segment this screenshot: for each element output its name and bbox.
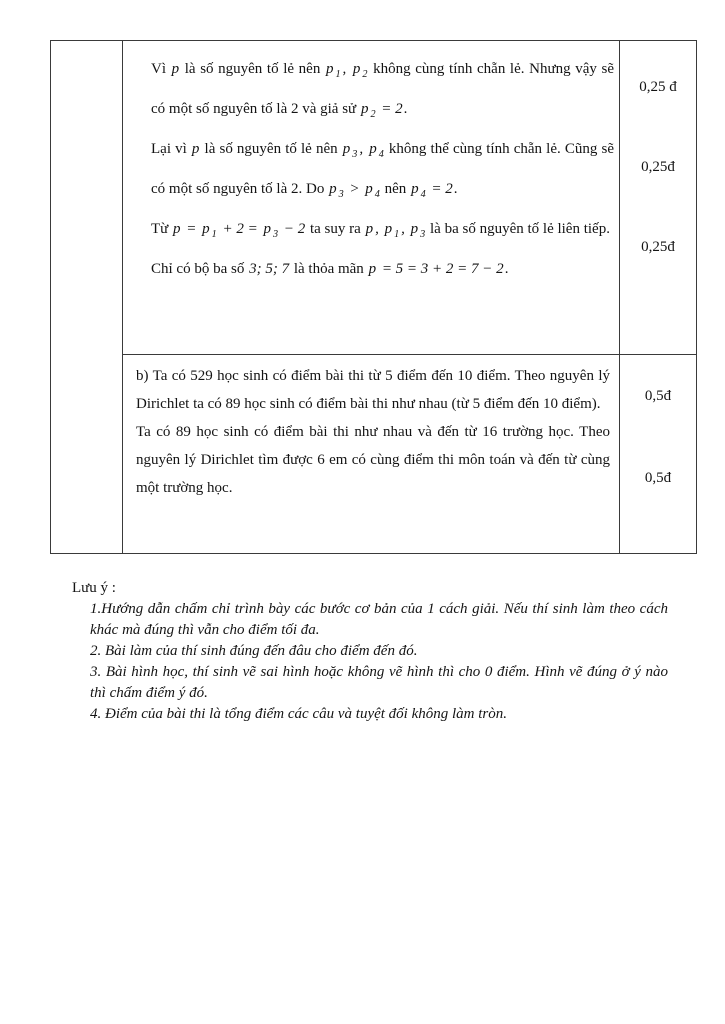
solution-paragraph: b) Ta có 529 học sinh có điểm bài thi từ 5 điểm đến 10 điểm. Theo nguyên lý Dirichlet ta có 89 học sinh có điểm bài thi như nhau (từ 5 điểm đến 10 điểm). [136,368,610,412]
notes-list [90,599,668,725]
points-value: 0,25đ [641,239,675,255]
solution-paragraph: Ta có 89 học sinh có điểm bài thi như nhau và đến từ 16 trường học. Theo nguyên lý Dirichlet tìm được 6 em có cùng điểm thi môn toán và đến từ cùng một trường học. [136,424,610,496]
notes-section [72,578,668,725]
solution-cell-part-a [123,41,620,354]
grading-table [50,40,697,554]
notes-title: Lưu ý : [72,580,116,596]
points-value: 0,5đ [644,388,672,404]
table-row-part-b [123,355,696,553]
note-item: 4. Điểm của bài thi là tổng điểm các câu và tuyệt đối không làm tròn. [90,706,508,722]
points-cell-part-a [620,41,696,354]
note-item: 2. Bài làm của thí sinh đúng đến đâu cho điểm đến đó. [90,643,418,659]
solution-paragraph: Vì p là số nguyên tố lẻ nên p $_1$ , p $_2$ không cùng tính chẵn lẻ. Nhưng vậy sẽ có một số nguyên tố là 2 và giả sử p $_2$ = 2. [151,61,614,120]
table-body [123,41,696,553]
points-value: 0,5đ [644,470,672,486]
points-value: 0,25 đ [639,79,677,95]
question-number-column [51,41,123,553]
solution-paragraph: Từ p = p $_1$ + 2 = p $_3$ − 2 ta suy ra p , p $_1$ , p $_3$ là ba số nguyên tố lẻ liên tiếp. [151,221,610,240]
solution-paragraph: Lại vì p là số nguyên tố lẻ nên p $_3$ , p $_4$ không thể cùng tính chẵn lẻ. Cũng sẽ có một số nguyên tố là 2. Do p $_3$ > p $_4$ nên p $_4$ = 2. [151,141,614,200]
points-cell-part-b [620,355,696,553]
points-value: 0,25đ [641,159,675,175]
note-item: 1.Hướng dẫn chấm chỉ trình bày các bước cơ bản của 1 cách giải. Nếu thí sinh làm theo cách khác mà đúng thì vẫn cho điểm tối đa. [90,601,668,638]
table-row-part-a [123,41,696,355]
note-item: 3. Bài hình học, thí sinh vẽ sai hình hoặc không vẽ hình thì cho 0 điểm. Hình vẽ đúng ở ý nào thì chấm điểm ý đó. [90,664,668,701]
solution-cell-part-b [123,355,620,553]
solution-paragraph: Chỉ có bộ ba số 3; 5; 7 là thỏa mãn p = 5 = 3 + 2 = 7 − 2. [151,261,509,277]
